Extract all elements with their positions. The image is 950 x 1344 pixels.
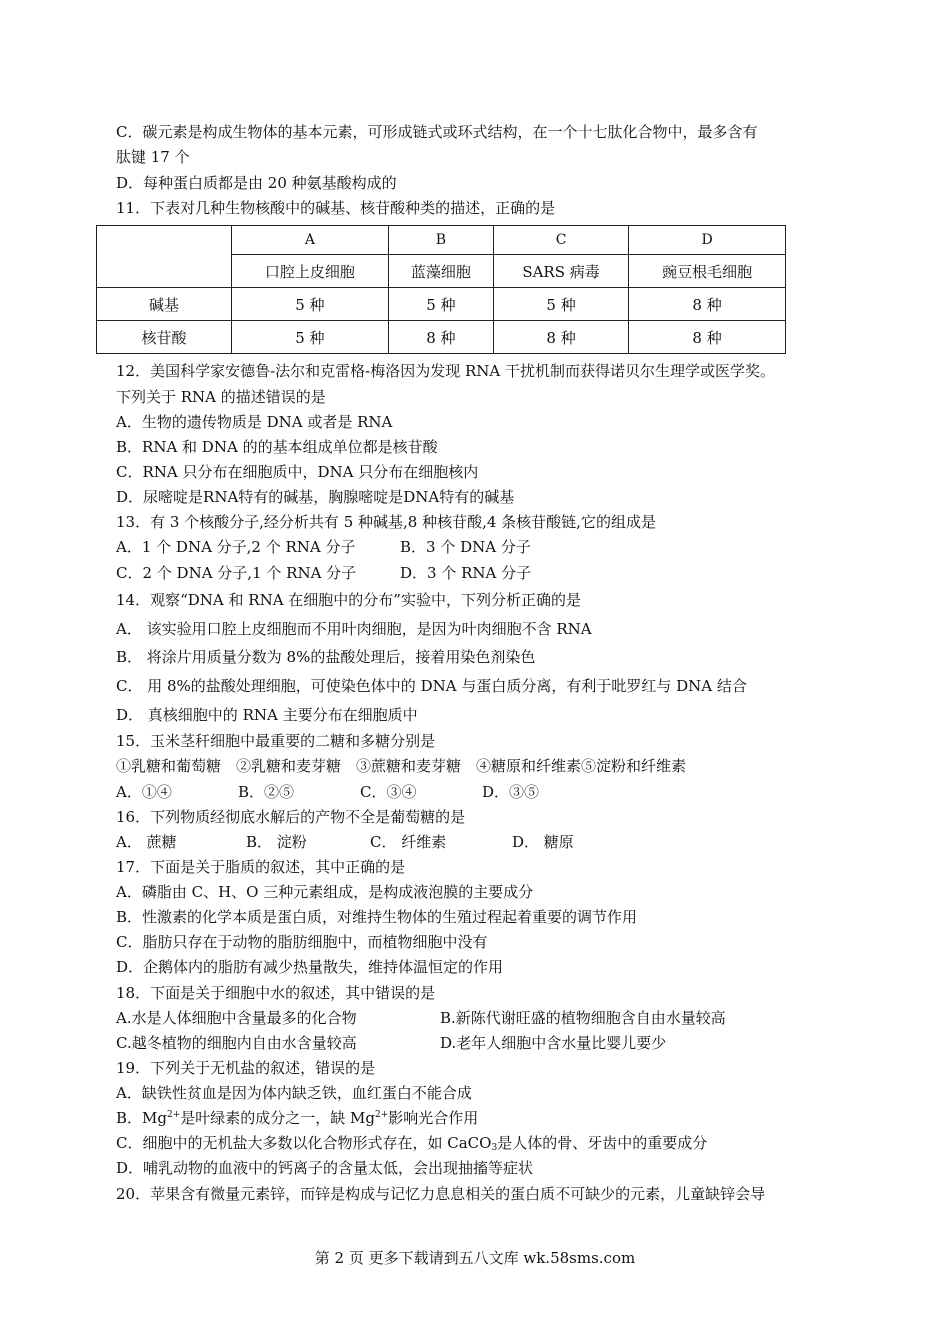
table-cell: 8 种 <box>629 288 786 321</box>
table-cell: 5 种 <box>493 288 628 321</box>
question-14-option-a: A． 该实验用口腔上皮细胞而不用叶肉细胞，是因为叶肉细胞不含 RNA <box>116 620 592 638</box>
table-organism-b: 蓝藻细胞 <box>388 255 493 288</box>
question-18-stem: 18．下面是关于细胞中水的叙述，其中错误的是 <box>116 984 436 1002</box>
question-19-stem: 19．下列关于无机盐的叙述，错误的是 <box>116 1059 376 1077</box>
question-19-option-b-start: B．Mg <box>116 1109 167 1127</box>
question-12-option-b: B．RNA 和 DNA 的的基本组成单位都是核苷酸 <box>116 438 438 456</box>
question-d-line: D．每种蛋白质都是由 20 种氨基酸构成的 <box>116 174 397 192</box>
question-14-stem: 14．观察“DNA 和 RNA 在细胞中的分布”实验中，下列分析正确的是 <box>116 591 581 609</box>
question-13-option-c: C．2 个 DNA 分子,1 个 RNA 分子 <box>116 564 357 582</box>
question-13-option-b: B．3 个 DNA 分子 <box>400 538 531 556</box>
question-18-option-d: D.老年人细胞中含水量比婴儿要少 <box>440 1034 667 1052</box>
nucleic-acid-table <box>96 225 786 354</box>
question-16-option-d: D． 糖原 <box>512 833 574 851</box>
question-13-option-d: D．3 个 RNA 分子 <box>400 564 532 582</box>
question-12-option-d: D．尿嘧啶是RNA特有的碱基，胸腺嘧啶是DNA特有的碱基 <box>116 488 515 506</box>
table-cell: 5 种 <box>388 288 493 321</box>
question-12-option-a: A．生物的遗传物质是 DNA 或者是 RNA <box>116 413 393 431</box>
question-16-option-b: B． 淀粉 <box>246 833 307 851</box>
question-15-option-c: C．③④ <box>360 783 417 801</box>
question-18-option-c: C.越冬植物的细胞内自由水含量较高 <box>116 1034 357 1052</box>
question-17-stem: 17．下面是关于脂质的叙述，其中正确的是 <box>116 858 406 876</box>
question-15-choices: ①乳糖和葡萄糖 ②乳糖和麦芽糖 ③蔗糖和麦芽糖 ④糖原和纤维素⑤淀粉和纤维素 <box>116 757 687 775</box>
question-13-stem: 13．有 3 个核酸分子,经分析共有 5 种碱基,8 种核苷酸,4 条核苷酸链,它的组成是 <box>116 513 656 531</box>
table-letter-c: C <box>493 226 628 255</box>
question-17-option-a: A．磷脂由 C、H、O 三种元素组成，是构成液泡膜的主要成分 <box>116 883 534 901</box>
question-17-option-d: D．企鹅体内的脂肪有减少热量散失，维持体温恒定的作用 <box>116 958 504 976</box>
subscript-number: 3 <box>491 1143 498 1153</box>
page-footer: 第 2 页 更多下载请到五八文库 wk.58sms.com <box>314 1249 636 1267</box>
question-15-option-b: B．②⑤ <box>238 783 295 801</box>
question-c-line2: 肽键 17 个 <box>116 148 190 166</box>
table-organism-d: 豌豆根毛细胞 <box>629 255 786 288</box>
table-letter-b: B <box>388 226 493 255</box>
question-16-stem: 16．下列物质经彻底水解后的产物不全是葡萄糖的是 <box>116 808 466 826</box>
question-19-option-a: A．缺铁性贫血是因为体内缺乏铁，血红蛋白不能合成 <box>116 1084 472 1102</box>
question-19-option-b-middle: 是叶绿素的成分之一，缺 Mg <box>180 1109 375 1127</box>
table-row-label: 碱基 <box>97 288 232 321</box>
table-cell: 8 种 <box>493 321 628 354</box>
table-letter-a: A <box>232 226 389 255</box>
question-16-option-c: C． 纤维素 <box>370 833 447 851</box>
question-19-option-c-end: 是人体的骨、牙齿中的重要成分 <box>497 1134 708 1152</box>
question-c-line1: C．碳元素是构成生物体的基本元素，可形成链式或环式结构，在一个十七肽化合物中，最多含有 <box>116 123 758 141</box>
question-17-option-b: B．性激素的化学本质是蛋白质，对维持生物体的生殖过程起着重要的调节作用 <box>116 908 638 926</box>
question-18-option-b: B.新陈代谢旺盛的植物细胞含自由水量较高 <box>440 1009 726 1027</box>
question-16-option-a: A． 蔗糖 <box>116 833 177 851</box>
table-organism-a: 口腔上皮细胞 <box>232 255 389 288</box>
table-row-label: 核苷酸 <box>97 321 232 354</box>
superscript-charge: 2+ <box>166 1110 181 1120</box>
question-12-stem-2: 下列关于 RNA 的描述错误的是 <box>116 388 326 406</box>
table-cell: 5 种 <box>232 321 389 354</box>
question-12-option-c: C．RNA 只分布在细胞质中，DNA 只分布在细胞核内 <box>116 463 479 481</box>
question-19-option-c <box>116 1133 707 1153</box>
table-letter-d: D <box>629 226 786 255</box>
question-19-option-b-end: 影响光合作用 <box>388 1109 479 1127</box>
question-15-option-a: A．①④ <box>116 783 172 801</box>
question-13-option-a: A．1 个 DNA 分子,2 个 RNA 分子 <box>116 538 356 556</box>
question-17-option-c: C．脂肪只存在于动物的脂肪细胞中，而植物细胞中没有 <box>116 933 488 951</box>
superscript-charge: 2+ <box>375 1110 389 1120</box>
question-19-option-c-start: C．细胞中的无机盐大多数以化合物形式存在，如 CaCO <box>116 1134 492 1152</box>
question-19-option-b <box>116 1108 478 1128</box>
question-11-stem: 11．下表对几种生物核酸中的碱基、核苷酸种类的描述，正确的是 <box>116 199 556 217</box>
question-14-option-d: D． 真核细胞中的 RNA 主要分布在细胞质中 <box>116 706 418 724</box>
question-14-option-c: C． 用 8%的盐酸处理细胞，可使染色体中的 DNA 与蛋白质分离，有利于吡罗红与 DNA 结合 <box>116 677 747 695</box>
question-19-option-d: D．哺乳动物的血液中的钙离子的含量太低，会出现抽搐等症状 <box>116 1159 534 1177</box>
table-organism-c: SARS 病毒 <box>493 255 628 288</box>
question-12-stem-1: 12．美国科学家安德鲁-法尔和克雷格-梅洛因为发现 RNA 干扰机制而获得诺贝尔生理学或医学奖。 <box>116 362 776 380</box>
table-row <box>97 321 786 354</box>
table-cell: 5 种 <box>232 288 389 321</box>
question-15-stem: 15．玉米茎秆细胞中最重要的二糖和多糖分别是 <box>116 732 436 750</box>
question-14-option-b: B． 将涂片用质量分数为 8%的盐酸处理后，接着用染色剂染色 <box>116 648 536 666</box>
table-row <box>97 288 786 321</box>
question-15-option-d: D．③⑤ <box>482 783 540 801</box>
table-corner-cell <box>97 226 232 288</box>
question-20-stem: 20．苹果含有微量元素锌，而锌是构成与记忆力息息相关的蛋白质不可缺少的元素，儿童缺锌会导 <box>116 1185 766 1203</box>
question-18-option-a: A.水是人体细胞中含量最多的化合物 <box>116 1009 357 1027</box>
table-cell: 8 种 <box>629 321 786 354</box>
table-cell: 8 种 <box>388 321 493 354</box>
